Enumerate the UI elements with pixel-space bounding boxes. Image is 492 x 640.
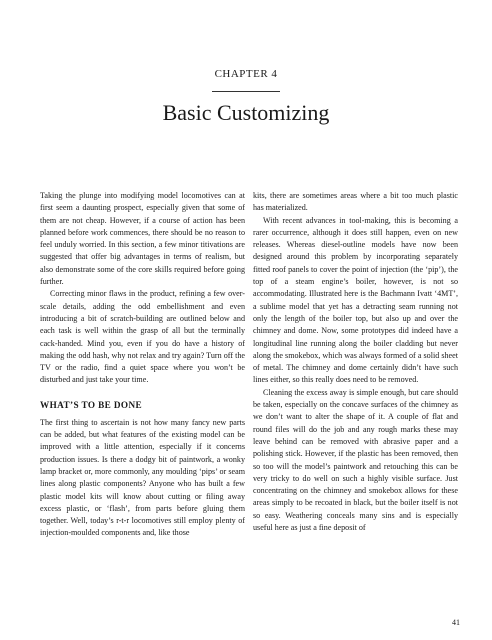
page-number: 41: [452, 618, 460, 627]
right-column: [253, 190, 458, 534]
body-paragraph: With recent advances in tool-making, this is becoming a rarer occurrence, although it does still happen, even on new releases. Whereas diesel-outline models have now been designed around this problem by incorporating separately fitted roof panels to cover the point of injection (the ‘pip’), the top of a steam engine’s boiler, however, is not so accommodating. Illustrated here is the Bachmann Ivatt ‘4MT’, a sublime model that yet has a detracting seam running not only the length of the boiler top, but also up and over the chimney and dome. Now, some prototypes did indeed have a longitudinal line running along the boiler cladding but never along the smokebox, which was always formed of a solid sheet of metal. The chimney and dome certainly didn’t have such lines either, so this really does need to be removed.: [253, 215, 458, 385]
section-heading: WHAT’S TO BE DONE: [40, 399, 143, 410]
chapter-label: CHAPTER 4: [214, 68, 278, 80]
chapter-divider: [212, 91, 280, 92]
chapter-title: Basic Customizing: [162, 100, 330, 125]
body-paragraph: Cleaning the excess away is simple enough, but care should be taken, especially on the concave surfaces of the chimney as we don’t want to alter the shape of it. A couple of flat and round files will do the job and any rough marks these may leave behind can be removed with abrasive paper and a polishing stick. However, if the plastic has been removed, then so too will the model’s paintwork and retouching this can be very tricky to do well on such a highly visible surface. Just concentrating on the chimney and smokebox allows for these areas simply to be recoated in black, but the boiler itself is not so easy. Weathering conceals many sins and is especially useful here as just a fine deposit of: [253, 387, 458, 533]
body-paragraph: Correcting minor flaws in the product, refining a few over-scale details, adding the odd embellishment and even introducing a bit of scratch-building are outlined below and each task is well within the grasp of all but the terminally cack-handed. Mind you, even if you do have a history of making the odd hash, why not relax and try again? Turn off the TV or the radio, find a quiet space where you won’t be disturbed and just take your time.: [40, 289, 245, 385]
left-column: [40, 190, 245, 540]
body-paragraph: The first thing to ascertain is not how many fancy new parts can be added, but what features of the existing model can be improved with a little attention, especially if it concerns production issues. Is there a dodgy bit of paintwork, a wonky lamp bracket or, more commonly, any moulding ‘pips’ or seam lines along plastic components? Anyone who has built a few plastic model kits will know about cutting or filing away excess plastic, or ‘flash’, from parts before gluing them together. Well, today’s r-t-r locomotives still employ plenty of injection-moulded components and, like those: [40, 417, 245, 538]
body-paragraph: kits, there are sometimes areas where a bit too much plastic has materialized.: [253, 191, 458, 213]
body-paragraph: Taking the plunge into modifying model locomotives can at first seem a daunting prospect, especially given that some of them are not cheap. However, if a course of action has been planned before work commences, there should be no reason to feel unduly worried. In this section, a few minor titivations are suggested that offer big advantages in terms of realism, but also demonstrate some of the core skills required before going further.: [40, 191, 245, 287]
